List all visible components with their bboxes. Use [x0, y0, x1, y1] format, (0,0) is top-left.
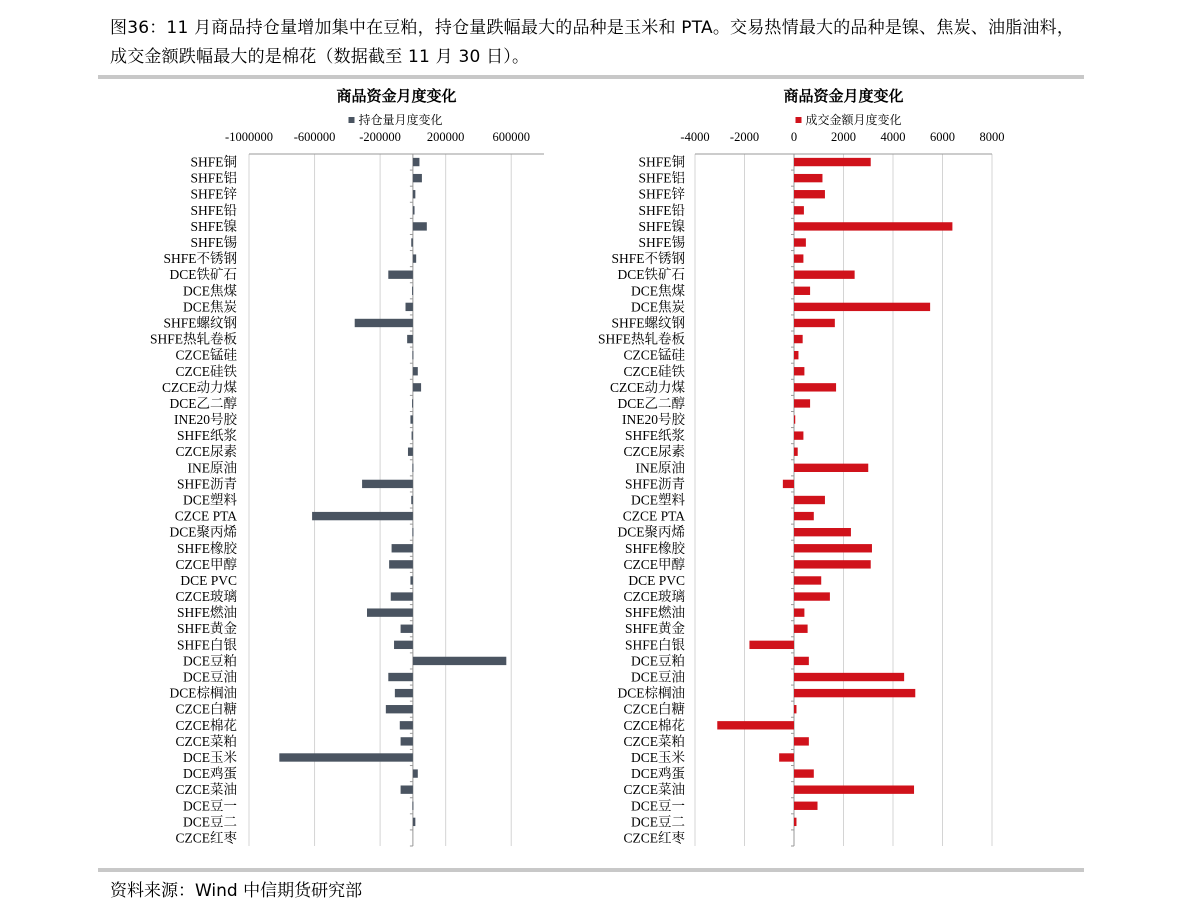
category-label: SHFE燃油 — [624, 605, 685, 621]
category-label: DCE豆二 — [631, 814, 685, 830]
bar — [400, 721, 413, 729]
category-label: SHFE镍 — [190, 218, 237, 234]
category-label: DCE塑料 — [631, 492, 685, 508]
bar — [794, 512, 814, 520]
bar — [794, 592, 830, 600]
bar — [794, 351, 798, 359]
bar — [411, 238, 413, 246]
chart-turnover — [590, 82, 1020, 862]
category-label: CZCE棉花 — [623, 717, 685, 733]
bar — [794, 528, 851, 536]
bar — [794, 158, 871, 166]
bar — [355, 319, 413, 327]
category-label: DCE焦煤 — [183, 283, 237, 299]
bar — [794, 238, 806, 246]
category-label: DCE鸡蛋 — [631, 766, 685, 782]
category-label: SHFE橡胶 — [176, 540, 237, 556]
bar — [413, 254, 416, 262]
category-label: CZCE红枣 — [175, 830, 237, 846]
bar — [794, 335, 803, 343]
bar — [412, 351, 413, 359]
category-label: CZCE动力煤 — [161, 379, 237, 395]
bar — [312, 512, 413, 520]
bar — [413, 367, 418, 375]
category-label: CZCE尿素 — [175, 444, 237, 460]
category-label: SHFE铜 — [190, 154, 237, 170]
legend-label: 成交金额月度变化 — [805, 113, 902, 127]
x-tick-label: -4000 — [680, 130, 710, 144]
category-label: DCE PVC — [180, 572, 237, 588]
category-label: SHFE铝 — [190, 170, 237, 186]
x-tick-label: 2000 — [831, 130, 856, 144]
category-label: SHFE铝 — [638, 170, 685, 186]
category-label: DCE豆粕 — [631, 653, 685, 669]
category-label: DCE玉米 — [631, 749, 685, 765]
category-label: CZCE PTA — [622, 508, 685, 524]
category-label: SHFE锌 — [638, 186, 685, 202]
category-label: DCE焦炭 — [631, 299, 685, 315]
category-label: SHFE沥青 — [176, 476, 237, 492]
bar — [794, 608, 804, 616]
bar — [794, 367, 804, 375]
bar — [794, 496, 825, 504]
bar — [749, 641, 794, 649]
bar — [413, 657, 506, 665]
x-tick-label: -600000 — [293, 130, 336, 144]
bar — [391, 592, 413, 600]
category-label: CZCE锰硅 — [623, 347, 685, 363]
bar — [794, 415, 795, 423]
legend-swatch — [349, 117, 355, 123]
category-label: DCE豆一 — [631, 798, 685, 814]
bar — [794, 705, 796, 713]
category-label: CZCE PTA — [174, 508, 237, 524]
category-label: CZCE硅铁 — [175, 363, 237, 379]
category-label: DCE乙二醇 — [169, 395, 237, 411]
bar — [412, 431, 413, 439]
category-label: SHFE白银 — [176, 637, 237, 653]
bar — [794, 769, 814, 777]
bar — [410, 576, 412, 584]
category-label: SHFE黄金 — [624, 621, 685, 637]
bar — [412, 464, 413, 472]
bar — [794, 206, 804, 214]
category-label: DCE塑料 — [183, 492, 237, 508]
x-tick-label: 8000 — [979, 130, 1005, 144]
category-label: SHFE锡 — [190, 235, 237, 251]
bar — [794, 576, 821, 584]
bar — [411, 496, 413, 504]
bar — [395, 689, 413, 697]
bar — [406, 303, 413, 311]
bar — [794, 431, 803, 439]
category-label: DCE焦炭 — [183, 299, 237, 315]
category-label: SHFE橡胶 — [624, 540, 685, 556]
category-label: DCE焦煤 — [631, 283, 685, 299]
category-label: CZCE菜油 — [175, 782, 237, 798]
bar — [794, 689, 915, 697]
category-label: INE20号胶 — [622, 412, 685, 428]
bar — [413, 769, 418, 777]
bar — [413, 222, 427, 230]
category-label: CZCE尿素 — [623, 444, 685, 460]
bar — [794, 802, 818, 810]
bar — [408, 448, 413, 456]
bar — [413, 206, 415, 214]
category-label: SHFE不锈钢 — [163, 251, 237, 267]
category-label: SHFE螺纹钢 — [163, 315, 237, 331]
bar — [412, 528, 413, 536]
x-tick-label: -1000000 — [225, 130, 273, 144]
figure-caption: 图36：11 月商品持仓量增加集中在豆粕，持仓量跌幅最大的品种是玉米和 PTA。交易热情最大的品种是镍、焦炭、油脂油料，成交金额跌幅最大的是棉花（数据截至 11 月 30 日）。 — [110, 18, 1075, 67]
bar — [794, 174, 822, 182]
category-label: CZCE棉花 — [175, 717, 237, 733]
category-label: SHFE铜 — [638, 154, 685, 170]
category-label: DCE豆油 — [631, 669, 685, 685]
bar — [794, 464, 868, 472]
category-label: SHFE镍 — [638, 218, 685, 234]
category-label: SHFE黄金 — [176, 621, 237, 637]
category-label: CZCE甲醇 — [175, 556, 237, 572]
category-label: CZCE菜粕 — [175, 733, 237, 749]
category-label: DCE豆油 — [183, 669, 237, 685]
bar — [794, 657, 809, 665]
bar — [794, 190, 825, 198]
chart-title: 商品资金月度变化 — [783, 87, 904, 105]
category-label: SHFE纸浆 — [176, 428, 237, 444]
category-label: SHFE铅 — [638, 202, 685, 218]
category-label: CZCE红枣 — [623, 830, 685, 846]
source-note: 资料来源：Wind 中信期货研究部 — [110, 881, 363, 901]
x-tick-label: 200000 — [426, 130, 465, 144]
bar — [794, 319, 835, 327]
category-label: CZCE玻璃 — [623, 589, 685, 605]
category-label: CZCE白糖 — [175, 701, 237, 717]
x-tick-label: 6000 — [930, 130, 955, 144]
category-label: CZCE白糖 — [623, 701, 685, 717]
x-tick-label: 4000 — [880, 130, 906, 144]
category-label: CZCE甲醇 — [623, 556, 685, 572]
category-label: DCE棕榈油 — [617, 685, 685, 701]
bar — [394, 641, 413, 649]
category-label: INE原油 — [635, 460, 685, 476]
category-label: SHFE铅 — [190, 202, 237, 218]
category-label: SHFE燃油 — [176, 605, 237, 621]
bar — [362, 480, 413, 488]
bar — [401, 737, 413, 745]
category-label: SHFE热轧卷板 — [597, 331, 685, 347]
category-label: DCE豆粕 — [183, 653, 237, 669]
category-label: DCE玉米 — [183, 749, 237, 765]
bar — [794, 448, 798, 456]
top-divider — [98, 75, 1084, 79]
bar — [413, 383, 421, 391]
bar — [779, 753, 794, 761]
category-label: SHFE热轧卷板 — [149, 331, 237, 347]
x-tick-label: 600000 — [492, 130, 530, 144]
bar — [412, 287, 413, 295]
bar — [794, 287, 810, 295]
bar — [794, 254, 803, 262]
bar — [794, 271, 855, 279]
bar — [783, 480, 794, 488]
bar — [794, 383, 836, 391]
bar — [717, 721, 794, 729]
bar — [794, 785, 914, 793]
bar — [386, 705, 413, 713]
category-label: DCE棕榈油 — [169, 685, 237, 701]
bar — [794, 560, 871, 568]
bar — [794, 818, 796, 826]
category-label: DCE铁矿石 — [617, 267, 685, 283]
x-tick-label: -2000 — [729, 130, 760, 144]
bar — [413, 174, 422, 182]
category-label: CZCE锰硅 — [175, 347, 237, 363]
bar — [389, 560, 413, 568]
x-tick-label: 0 — [790, 130, 798, 144]
legend-label: 持仓量月度变化 — [358, 113, 443, 127]
bar — [367, 608, 413, 616]
category-label: DCE聚丙烯 — [617, 524, 685, 540]
x-tick-label: -200000 — [359, 130, 401, 144]
bar — [794, 544, 872, 552]
bar — [407, 335, 413, 343]
category-label: DCE聚丙烯 — [169, 524, 237, 540]
bar — [794, 222, 952, 230]
category-label: SHFE白银 — [624, 637, 685, 653]
category-label: DCE铁矿石 — [169, 267, 237, 283]
category-label: CZCE动力煤 — [609, 379, 685, 395]
category-label: SHFE纸浆 — [624, 428, 685, 444]
bar — [410, 415, 412, 423]
bar — [388, 673, 413, 681]
category-label: CZCE玻璃 — [175, 589, 237, 605]
bar — [794, 673, 904, 681]
category-label: DCE PVC — [628, 572, 685, 588]
legend-swatch — [796, 117, 802, 123]
bar — [401, 785, 413, 793]
bar — [388, 271, 413, 279]
bar — [794, 399, 810, 407]
chart-title: 商品资金月度变化 — [336, 87, 457, 105]
bar — [412, 399, 413, 407]
category-label: SHFE沥青 — [624, 476, 685, 492]
category-label: SHFE螺纹钢 — [611, 315, 685, 331]
bar — [794, 303, 930, 311]
bar — [413, 190, 415, 198]
category-label: INE原油 — [187, 460, 237, 476]
category-label: CZCE硅铁 — [623, 363, 685, 379]
bar — [413, 818, 415, 826]
bar — [794, 625, 808, 633]
category-label: DCE豆一 — [183, 798, 237, 814]
category-label: DCE乙二醇 — [617, 395, 685, 411]
bar — [392, 544, 413, 552]
category-label: SHFE不锈钢 — [611, 251, 685, 267]
category-label: DCE豆二 — [183, 814, 237, 830]
category-label: CZCE菜粕 — [623, 733, 685, 749]
bar — [412, 802, 413, 810]
bottom-divider — [98, 868, 1084, 872]
bar — [401, 625, 413, 633]
category-label: DCE鸡蛋 — [183, 766, 237, 782]
bar — [413, 158, 420, 166]
category-label: CZCE菜油 — [623, 782, 685, 798]
category-label: SHFE锌 — [190, 186, 237, 202]
bar — [279, 753, 413, 761]
category-label: SHFE锡 — [638, 235, 685, 251]
bar — [794, 737, 809, 745]
chart-open-interest — [140, 82, 560, 862]
category-label: INE20号胶 — [174, 412, 237, 428]
